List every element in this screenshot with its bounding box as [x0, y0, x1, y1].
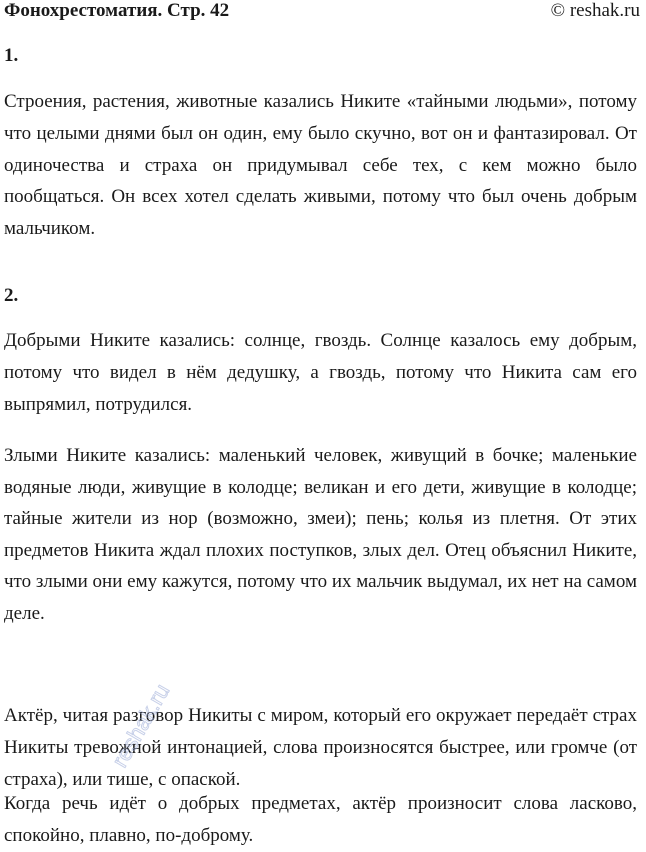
page-header [4, 0, 640, 26]
section-2-paragraph-4: Когда речь идёт о добрых предметах, актёр произносит слова ласково, спокойно, плавно, по-доброму. [4, 793, 637, 846]
site-credit: © reshak.ru [550, 0, 640, 21]
section-1-paragraph-1: Строения, растения, животные казались Никите «тайными людьми», потому что целыми днями был он один, ему было скучно, вот он и фантазировал. От одиночества и страха он придумывал себе тех, с кем можно было пообщаться. Он всех хотел сделать живыми, потому что был очень добрым мальчиком. [4, 91, 637, 240]
page-title: Фонохрестоматия. Стр. 42 [4, 0, 230, 21]
section-2-paragraph-3: Актёр, читая разговор Никиты с миром, который его окружает передаёт страх Никиты тревожной интонацией, слова произносятся быстрее, или громче (от страха), или тише, с опаской. [4, 705, 637, 790]
svg-text:reshak.ru: reshak.ru [106, 679, 175, 772]
section-2-paragraph-1: Добрыми Никите казались: солнце, гвоздь. Солнце казалось ему добрым, потому что видел в нём дедушку, а гвоздь, потому что Никита сам его выпрямил, потрудился. [4, 330, 637, 415]
section-number-2: 2. [4, 285, 19, 306]
section-2-paragraph-2: Злыми Никите казались: маленький человек, живущий в бочке; маленькие водяные люди, живущие в колодце; великан и его дети, живущие в колодце; тайные жители из нор (возможно, змеи); пень; колья из плетня. От этих предметов Никита ждал плохих поступков, злых дел. Отец объяснил Никите, что злыми они ему кажутся, потому что их мальчик выдумал, их нет на самом деле. [4, 445, 637, 624]
section-number-1: 1. [4, 45, 19, 66]
